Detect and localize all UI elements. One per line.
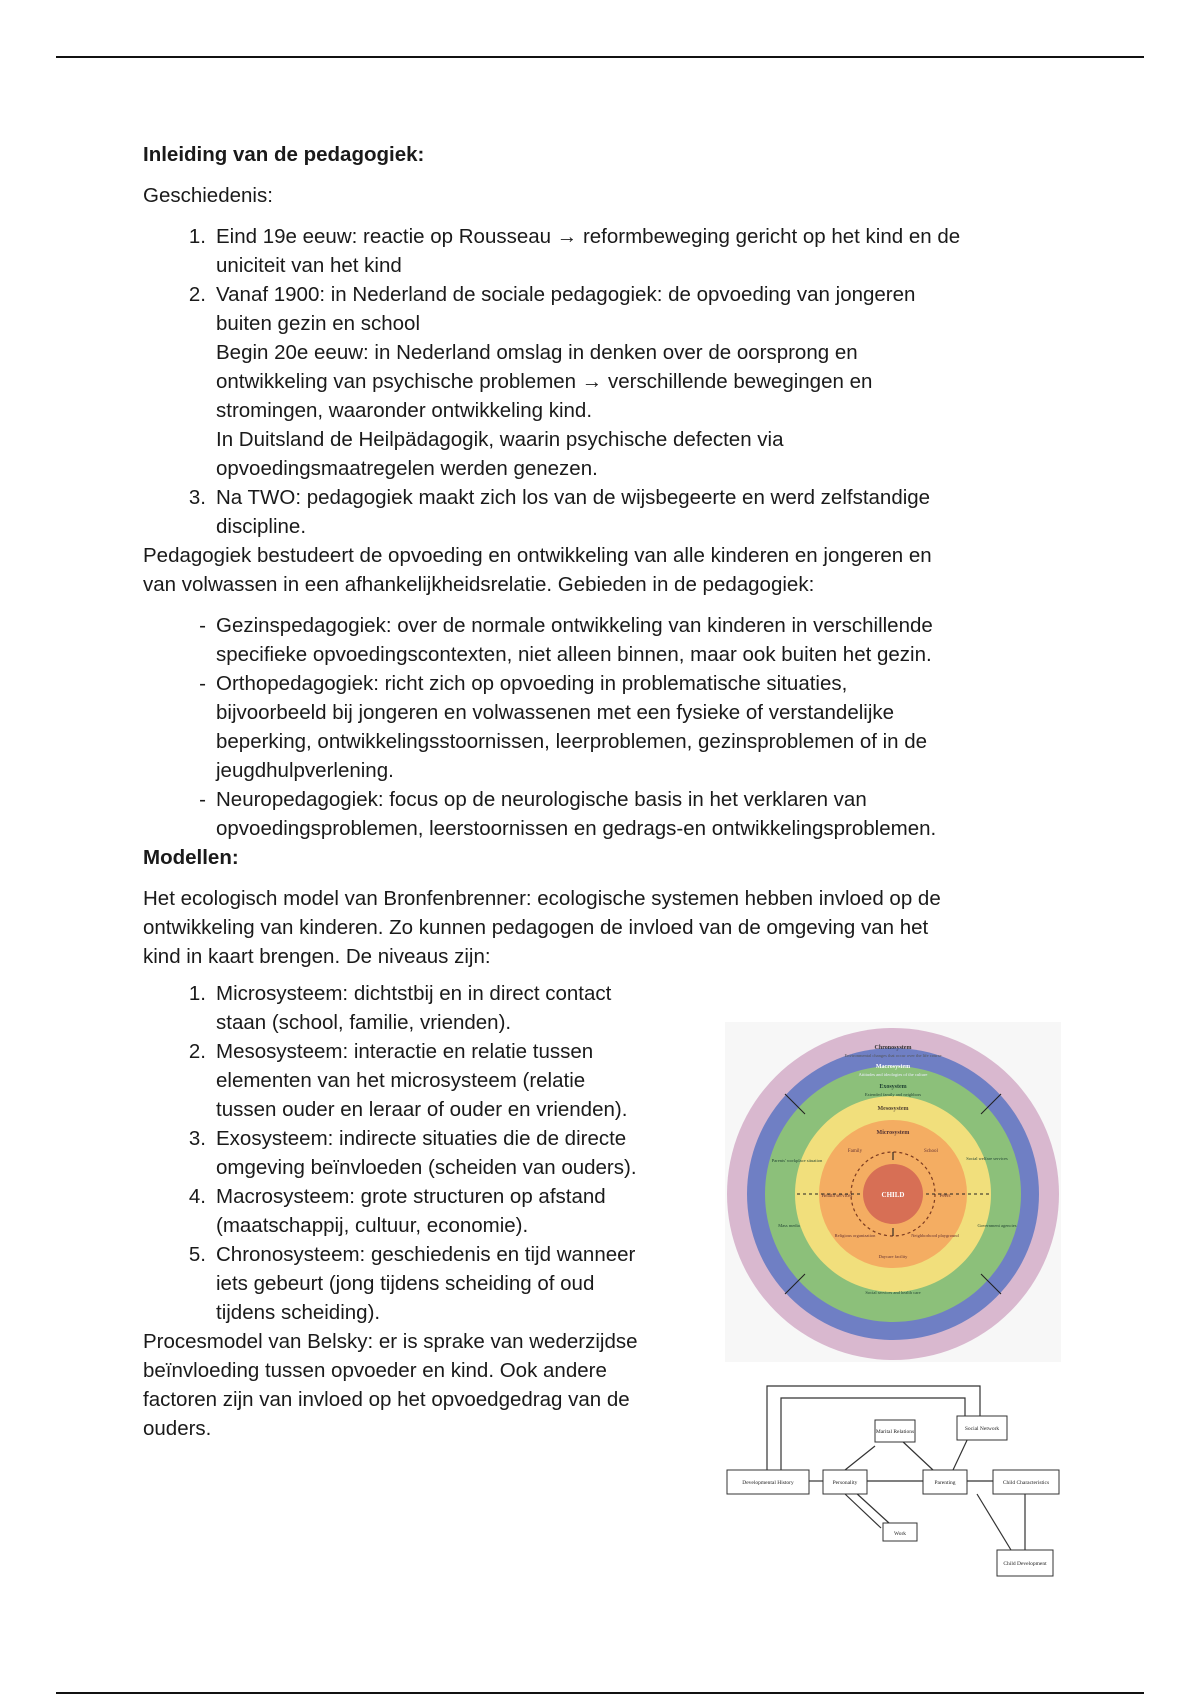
history-2-line-3: Begin 20e eeuw: in Nederland omslag in denken over de oorsprong en (216, 341, 858, 364)
history-2-line-7: opvoedingsmaatregelen werden genezen. (216, 457, 598, 480)
label-parenting: Parenting (934, 1480, 956, 1486)
label-mesosystem: Mesosystem (877, 1106, 909, 1112)
sublabel-chronosystem: Environmental changes that occur over the life course (844, 1053, 942, 1058)
bottom-rule (56, 1692, 1144, 1694)
list-item: 4. Macrosysteem: grote structuren op afstand (maatschappij, cultuur, economie). (188, 1185, 606, 1237)
history-3-line-1: Na TWO: pedagogiek maakt zich los van de wijsbegeerte en werd zelfstandige (216, 486, 931, 509)
label-personality: Personality (832, 1480, 858, 1486)
exo-social-services: Social services and health care (865, 1290, 921, 1295)
micro-religious: Religious organization (834, 1233, 876, 1238)
list-item: - Orthopedagogiek: richt zich op opvoeding in problematische situaties, bijvoorbeeld bij jongeren en volwassenen met een fysieke of verstandelijke beperking, ontwikkelingsstoornissen, leerproblemen, gezinsproblemen of in de jeugdhulpverlening. (199, 672, 928, 782)
exo-welfare: Social welfare services (966, 1156, 1008, 1161)
label-microsystem: Microsystem (876, 1130, 910, 1136)
micro-health: Health services (821, 1194, 853, 1199)
list-item: 3. Na TWO: pedagogiek maakt zich los van de wijsbegeerte en werd zelfstandige discipline. (143, 483, 1063, 541)
history-1-line-2: uniciteit van het kind (216, 254, 402, 277)
label-work: Work (893, 1531, 907, 1537)
ecological-paragraph: Het ecologisch model van Bronfenbrenner: ecologische systemen hebben invloed op de ontwikkeling van kinderen. Zo kunnen pedagogen de invloed van de omgeving van het kind in kaart brengen. De niveaus zijn: (143, 887, 941, 968)
list-item: 5. Chronosysteem: geschiedenis en tijd wanneer iets gebeurt (jong tijdens scheiding of oud tijdens scheiding). (188, 1243, 636, 1324)
micro-neighborhood: Neighborhood playground (911, 1233, 959, 1238)
bronfenbrenner-diagram (725, 1022, 1061, 1362)
belsky-paragraph: Procesmodel van Belsky: er is sprake van wederzijdse beïnvloeding tussen opvoeder en kind. Ook andere factoren zijn van invloed op het opvoedgedrag van de ouders. (143, 1330, 638, 1440)
sublabel-exosystem: Extended family and neighbors (864, 1092, 922, 1097)
label-chronosystem: Chronosystem (874, 1045, 912, 1051)
micro-daycare: Daycare facility (878, 1254, 908, 1259)
history-list (143, 222, 1063, 541)
history-1-line-1: Eind 19e eeuw: reactie op Rousseau → reformbeweging gericht op het kind en de (216, 225, 961, 248)
top-rule (56, 56, 1144, 58)
label-child-development: Child Development (1003, 1561, 1047, 1567)
history-2-line-2: buiten gezin en school (216, 312, 421, 335)
list-item: - Neuropedagogiek: focus op de neurologische basis in het verklaren van opvoedingsproblemen, leerstoornissen en gedrags-en ontwikkelingsproblemen. (199, 788, 937, 840)
list-item: - Gezinspedagogiek: over de normale ontwikkeling van kinderen in verschillende specifieke opvoedingscontexten, niet alleen binnen, maar ook buiten het gezin. (199, 614, 933, 666)
micro-school: School (924, 1149, 938, 1154)
history-2-line-5: stromingen, waaronder ontwikkeling kind. (216, 399, 593, 422)
history-label: Geschiedenis: (143, 184, 273, 207)
micro-peers: Peers (939, 1194, 951, 1199)
belsky-diagram (725, 1378, 1061, 1590)
levels-list (143, 979, 703, 1327)
exo-workplace: Parents' workplace situation (771, 1158, 823, 1163)
list-item: 3. Exosysteem: indirecte situaties die de directe omgeving beïnvloeden (scheiden van ouders). (188, 1127, 637, 1179)
history-2-line-4: ontwikkeling van psychische problemen → verschillende bewegingen en (216, 370, 873, 393)
label-social-network: Social Network (964, 1426, 1000, 1432)
models-heading: Modellen: (143, 846, 239, 869)
micro-family: Family (847, 1149, 863, 1154)
document-title: Inleiding van de pedagogiek: (143, 143, 425, 166)
label-macrosystem: Macrosystem (875, 1064, 911, 1070)
list-item: 2. Mesosysteem: interactie en relatie tussen elementen van het microsysteem (relatie tussen ouder en leraar of ouder en vrienden). (188, 1040, 628, 1121)
label-developmental-history: Developmental History (742, 1480, 794, 1486)
areas-list (143, 611, 1063, 843)
list-item: 1. Microsysteem: dichtstbij en in direct contact staan (school, familie, vrienden). (188, 982, 612, 1034)
sublabel-macrosystem: Attitudes and ideologies of the culture (858, 1072, 928, 1077)
exo-government: Government agencies (977, 1223, 1017, 1228)
list-item: 2. Vanaf 1900: in Nederland de sociale pedagogiek: de opvoeding van jongeren buiten gezin en school Begin 20e eeuw: in Nederland omslag in denken over de oorsprong en ontwikkeling van psychische problemen → verschillende bewegingen en stromingen, waaronder ontwikkeling kind. In Duitsland de Heilpädagogik, waarin psychische defecten via opvoedingsmaatregelen werden genezen. (143, 280, 1063, 483)
history-2-line-1: Vanaf 1900: in Nederland de sociale pedagogiek: de opvoeding van jongeren (216, 283, 916, 306)
label-child-characteristics: Child Characteristics (1002, 1480, 1050, 1486)
exo-media: Mass media (778, 1223, 800, 1228)
history-2-line-6: In Duitsland de Heilpädagogik, waarin psychische defecten via (216, 428, 784, 451)
list-item: 1. Eind 19e eeuw: reactie op Rousseau → reformbeweging gericht op het kind en de uniciteit van het kind (143, 222, 1063, 280)
label-exosystem: Exosystem (879, 1084, 907, 1090)
label-child: CHILD (881, 1191, 905, 1199)
label-marital-relations: Marital Relations (875, 1429, 915, 1435)
intro-paragraph: Pedagogiek bestudeert de opvoeding en ontwikkeling van alle kinderen en jongeren en van volwassen in een afhankelijkheidsrelatie. Gebieden in de pedagogiek: (143, 544, 932, 596)
history-3-line-2: discipline. (216, 515, 307, 538)
